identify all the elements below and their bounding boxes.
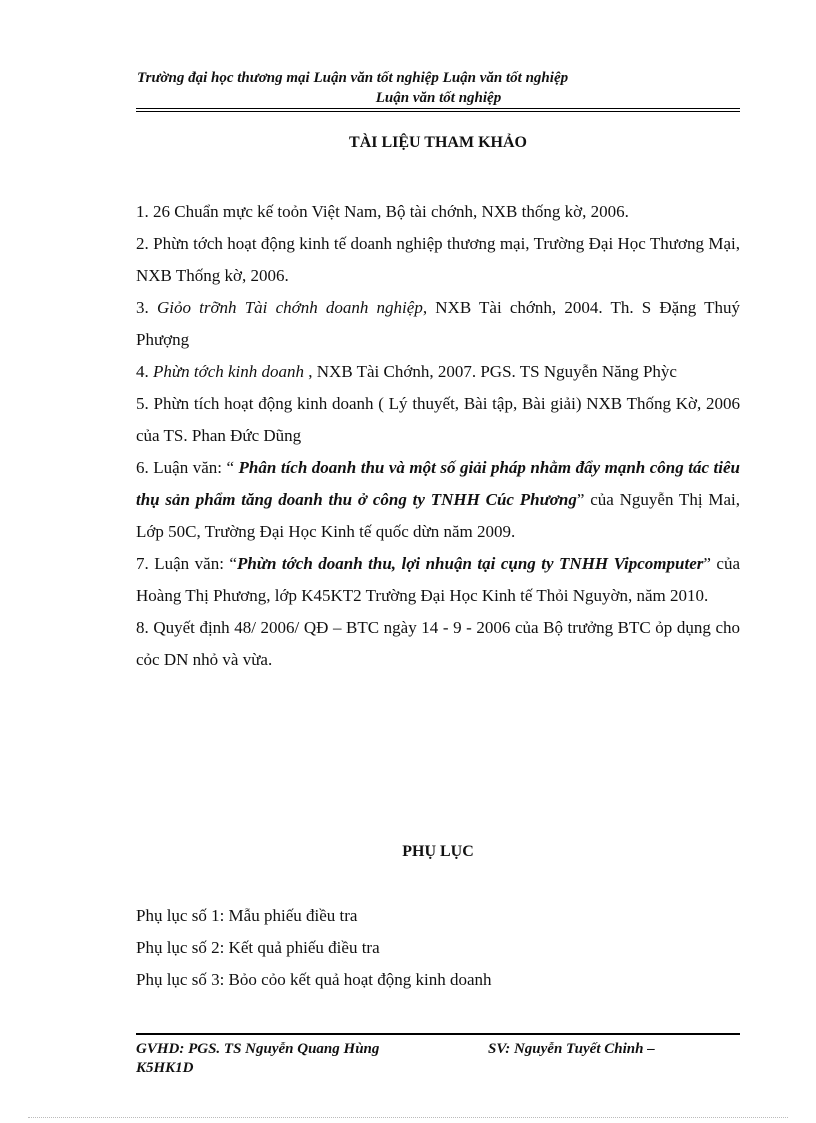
header-rule-2 bbox=[136, 111, 740, 112]
reference-item: 6. Luận văn: “ Phân tích doanh thu và một số giải pháp nhằm đẩy mạnh công tác tiêu thụ sản phẩm tăng doanh thu ở công ty TNHH Cúc Phương” của Nguyễn Thị Mai, Lớp 50C, Trường Đại Học Kinh tế quốc dừn năm 2009. bbox=[136, 458, 740, 541]
appendix-item: Phụ lục số 2: Kết quả phiếu điều tra bbox=[136, 938, 380, 957]
reference-thesis-title: Phân tích doanh thu và một số giải pháp nhằm đẩy mạnh công tác tiêu thụ sản phẩm tăng doanh thu ở công ty TNHH Cúc Phương bbox=[136, 458, 740, 509]
appendix-item: Phụ lục số 3: Bỏo cỏo kết quả hoạt động kinh doanh bbox=[136, 970, 492, 989]
reference-thesis-title: Phừn tớch doanh thu, lợi nhuận tại cụng ty TNHH Vipcomputer bbox=[236, 554, 704, 573]
reference-item: 7. Luận văn: “Phừn tớch doanh thu, lợi nhuận tại cụng ty TNHH Vipcomputer” của Hoàng Thị Phương, lớp K45KT2 Trường Đại Học Kinh tế Thỏi Nguyờn, năm 2010. bbox=[136, 554, 741, 605]
reference-book-title: Giỏo trỡnh Tài chớnh doanh nghiệp bbox=[156, 298, 423, 317]
header-rule bbox=[136, 108, 740, 109]
page-footer bbox=[136, 1040, 740, 1078]
reference-item: 5. Phừn tích hoạt động kinh doanh ( Lý thuyết, Bài tập, Bài giải) NXB Thống Kờ, 2006 của TS. Phan Đức Dũng bbox=[136, 394, 740, 445]
appendix-title: PHỤ LỤC bbox=[402, 843, 474, 860]
reference-item: 2. Phừn tớch hoạt động kinh tế doanh nghiệp thương mại, Trường Đại Học Thương Mại, NXB Thống kờ, 2006. bbox=[136, 234, 740, 285]
references-list bbox=[136, 196, 740, 676]
reference-item: 8. Quyết định 48/ 2006/ QĐ – BTC ngày 14 - 9 - 2006 của Bộ trưởng BTC ỏp dụng cho cỏc DN nhỏ và vừa. bbox=[136, 618, 740, 669]
page-header bbox=[137, 68, 740, 108]
references-title: TÀI LIỆU THAM KHẢO bbox=[349, 134, 527, 151]
footer-class: K5HK1D bbox=[136, 1060, 194, 1076]
footer-rule bbox=[136, 1033, 740, 1035]
reference-item: 4. Phừn tớch kinh doanh , NXB Tài Chớnh, 2007. PGS. TS Nguyễn Năng Phỳc bbox=[136, 362, 677, 381]
header-line-2: Luận văn tốt nghiệp bbox=[375, 90, 502, 106]
reference-book-title: Phừn tớch kinh doanh bbox=[153, 362, 305, 381]
appendix-list bbox=[136, 900, 740, 996]
reference-item: 3. Giỏo trỡnh Tài chớnh doanh nghiệp, NXB Tài chớnh, 2004. Th. S Đặng Thuý Phượng bbox=[136, 298, 740, 349]
footer-student: SV: Nguyễn Tuyết Chinh – bbox=[488, 1041, 655, 1057]
footer-advisor: GVHD: PGS. TS Nguyễn Quang Hùng bbox=[136, 1041, 380, 1057]
page-bottom-border bbox=[28, 1117, 788, 1118]
appendix-item: Phụ lục số 1: Mẫu phiếu điều tra bbox=[136, 906, 358, 925]
header-line-1: Trường đại học thương mại Luận văn tốt nghiệp Luận văn tốt nghiệp bbox=[137, 70, 569, 86]
reference-item: 1. 26 Chuẩn mực kế toỏn Việt Nam, Bộ tài chớnh, NXB thống kờ, 2006. bbox=[136, 202, 629, 221]
